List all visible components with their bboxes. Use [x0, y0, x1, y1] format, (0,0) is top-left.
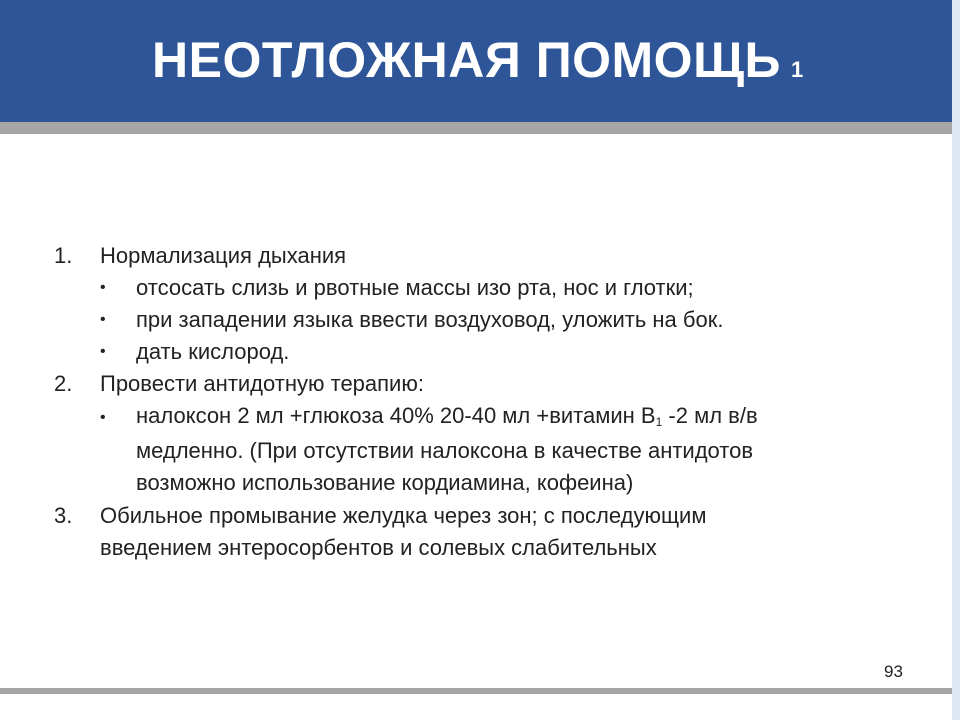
bullet-marker: •: [100, 279, 106, 296]
bullet-marker: •: [100, 343, 106, 360]
right-edge-strip: [952, 0, 960, 720]
bullet-text: дать кислород.: [136, 339, 290, 364]
item-text: Нормализация дыхания: [100, 243, 347, 268]
bullet-text: отсосать слизь и рвотные массы изо рта, нос и глотки;: [136, 275, 694, 300]
subscript: 1: [655, 415, 663, 429]
item-number: 3.: [54, 503, 73, 528]
item-text: Провести антидотную терапию:: [100, 371, 424, 396]
item-text-continuation: введением энтеросорбентов и солевых слабительных: [100, 535, 657, 560]
item-text: Обильное промывание желудка через зон; с последующим: [100, 503, 707, 528]
bullet-text: при западении языка ввести воздуховод, уложить на бок.: [136, 307, 724, 332]
slide-title-text: НЕОТЛОЖНАЯ ПОМОЩЬ: [152, 32, 781, 88]
bullet-marker: •: [100, 409, 106, 426]
bullet-text: [136, 402, 758, 436]
bullet-text-part2: -2 мл в/в: [662, 403, 758, 428]
item-number: 2.: [54, 371, 73, 396]
bullet-continuation: медленно. (При отсутствии налоксона в качестве антидотов: [136, 438, 754, 463]
page-number: 93: [884, 662, 903, 681]
footer-line: [0, 688, 952, 694]
slide-title-superscript: 1: [790, 57, 804, 82]
bullet-continuation: возможно использование кордиамина, кофеина): [136, 470, 634, 495]
bullet-marker: •: [100, 311, 106, 328]
bullet-text-part1: налоксон 2 мл +глюкоза 40% 20-40 мл +витамин В: [136, 403, 656, 428]
item-number: 1.: [54, 243, 73, 268]
